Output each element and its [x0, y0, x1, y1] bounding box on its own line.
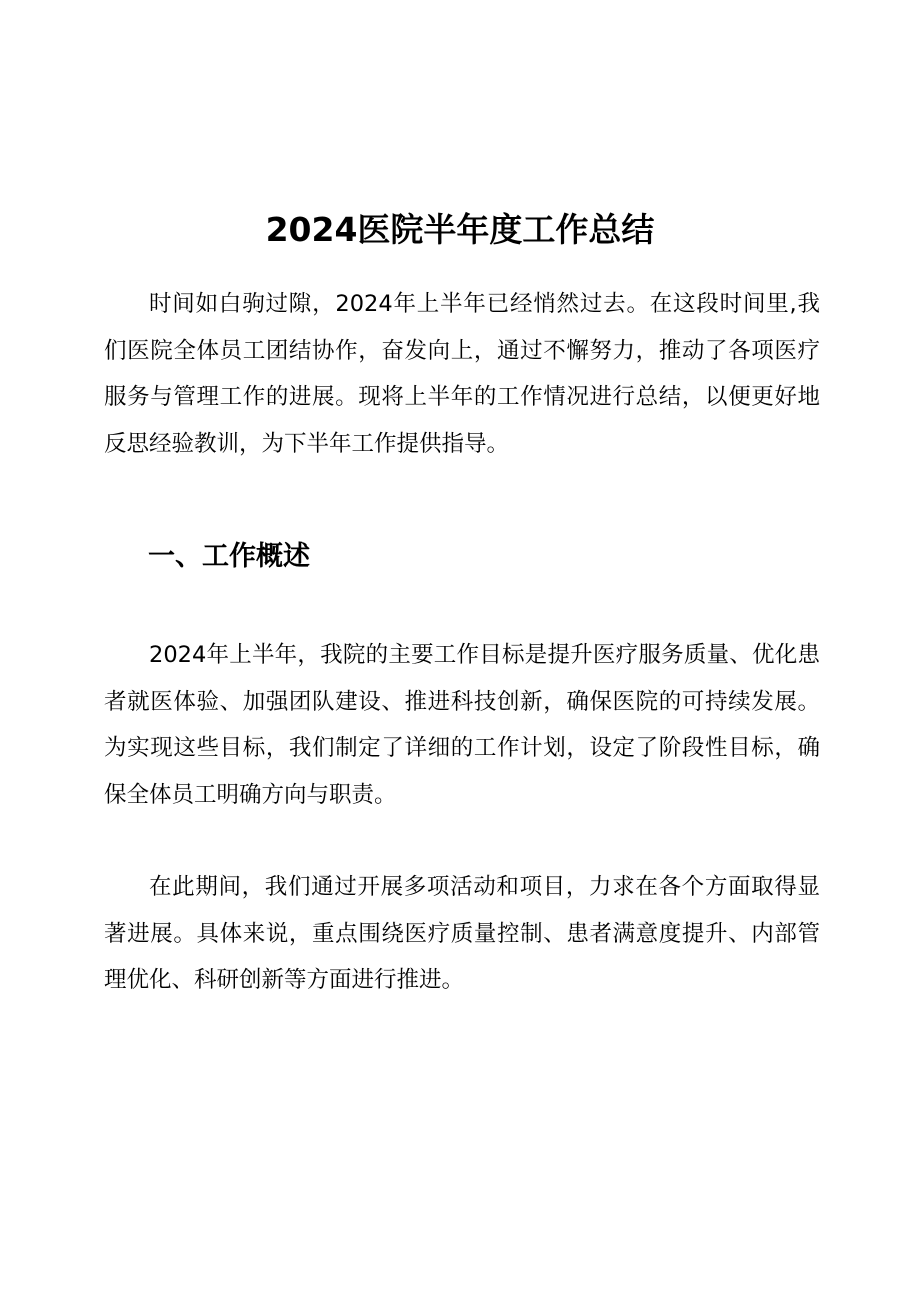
intro-paragraph: 时间如白驹过隙，2024年上半年已经悄然过去。在这段时间里,我们医院全体员工团结协作，奋发向上，通过不懈努力，推动了各项医疗服务与管理工作的进展。现将上半年的工作情况进行总结，以便更好地反思经验教训，为下半年工作提供指导。 — [104, 291, 820, 457]
document-title: 2024医院半年度工作总结 — [265, 210, 655, 250]
section-heading-overview: 一、工作概述 — [148, 541, 310, 572]
overview-paragraph-2: 在此期间，我们通过开展多项活动和项目，力求在各个方面取得显著进展。具体来说，重点围绕医疗质量控制、患者满意度提升、内部管理优化、科研创新等方面进行推进。 — [104, 874, 820, 993]
overview-paragraph-1: 2024年上半年，我院的主要工作目标是提升医疗服务质量、优化患者就医体验、加强团队建设、推进科技创新，确保医院的可持续发展。为实现这些目标，我们制定了详细的工作计划，设定了阶段性目标，确保全体员工明确方向与职责。 — [104, 642, 820, 808]
